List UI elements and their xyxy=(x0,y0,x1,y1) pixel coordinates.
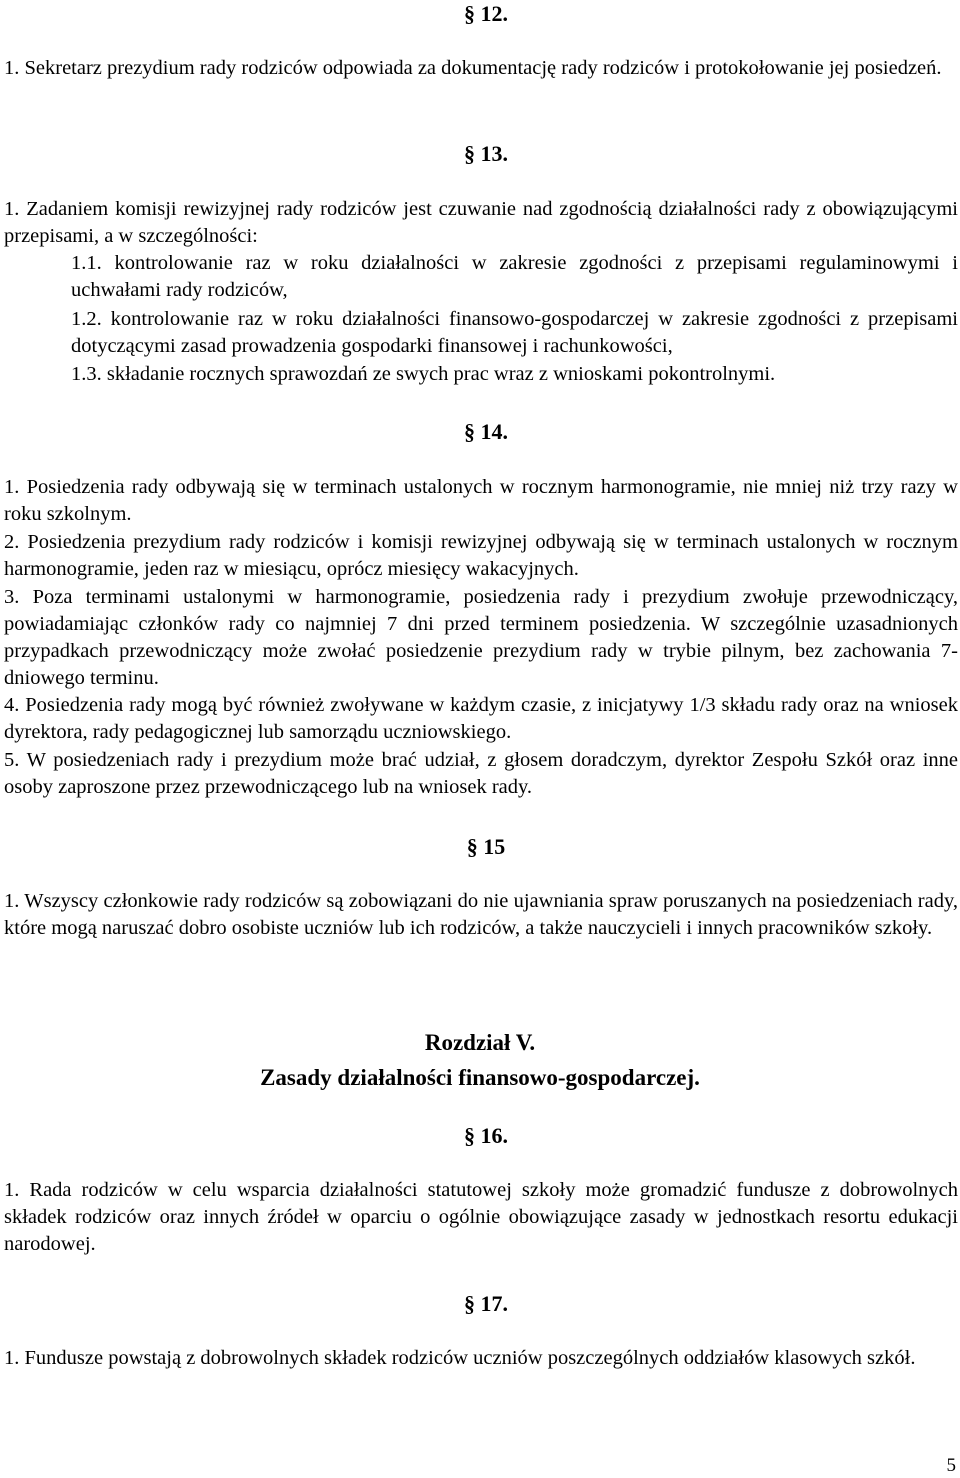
paragraph-14-4: 4. Posiedzenia rady mogą być również zwoływane w każdym czasie, z inicjatywy 1/3 składu rady oraz na wniosek dyrektora, rady pedagogicznej lub samorządu uczniowskiego. xyxy=(4,694,958,743)
paragraph-13-1: 1. Zadaniem komisji rewizyjnej rady rodziców jest czuwanie nad zgodnością działalności rady z obowiązującymi przepisami, a w szczególności: xyxy=(4,198,958,247)
paragraph-14-2: 2. Posiedzenia prezydium rady rodziców i komisji rewizyjnej odbywają się w terminach ustalonych w rocznym harmonogramie, jeden raz w miesiącu, oprócz miesięcy wakacyjnych. xyxy=(4,531,958,580)
section-header-17: § 17. xyxy=(464,1291,508,1316)
chapter-title: Rozdział V. xyxy=(424,1030,536,1055)
paragraph-12-1: 1. Sekretarz prezydium rady rodziców odpowiada za dokumentację rady rodziców i protokołowanie jej posiedzeń. xyxy=(4,57,942,79)
chapter-subtitle: Zasady działalności finansowo-gospodarczej. xyxy=(260,1065,700,1090)
paragraph-14-3: 3. Poza terminami ustalonymi w harmonogramie, posiedzenia rady i prezydium zwołuje przewodniczący, powiadamiając członków rady co najmniej 7 dni przed terminem posiedzenia. W szczególnie uzasadnionych przypadkach przewodniczący może zwołać posiedzenie prezydium rady w trybie pilnym, bez zachowania 7-dniowego terminu. xyxy=(4,586,958,689)
paragraph-16-1: 1. Rada rodziców w celu wsparcia działalności statutowej szkoły może gromadzić fundusze z dobrowolnych składek rodziców oraz innych źródeł w oparciu o ogólnie obowiązujące zasady w jednostkach resortu edukacji narodowej. xyxy=(4,1179,958,1255)
subitem-13-1-3: 1.3. składanie rocznych sprawozdań ze swych prac wraz z wnioskami pokontrolnymi. xyxy=(71,363,776,385)
section-header-12: § 12. xyxy=(464,1,508,26)
subitem-13-1-1: 1.1. kontrolowanie raz w roku działalności w zakresie zgodności z przepisami regulaminowymi i uchwałami rady rodziców, xyxy=(71,252,958,301)
page-number: 5 xyxy=(946,1455,956,1476)
section-header-14: § 14. xyxy=(464,419,508,444)
paragraph-17-1: 1. Fundusze powstają z dobrowolnych składek rodziców uczniów poszczególnych oddziałów klasowych szkół. xyxy=(4,1347,916,1369)
section-header-15: § 15 xyxy=(466,834,506,859)
paragraph-15-1: 1. Wszyscy członkowie rady rodziców są zobowiązani do nie ujawniania spraw poruszanych na posiedzeniach rady, które mogą naruszać dobro osobiste uczniów lub ich rodziców, a także nauczycieli i innych pracowników szkoły. xyxy=(4,890,958,939)
section-header-13: § 13. xyxy=(464,141,508,166)
paragraph-14-1: 1. Posiedzenia rady odbywają się w terminach ustalonych w rocznym harmonogramie, nie mniej niż trzy razy w roku szkolnym. xyxy=(4,476,958,525)
section-header-16: § 16. xyxy=(464,1123,508,1148)
paragraph-14-5: 5. W posiedzeniach rady i prezydium może brać udział, z głosem doradczym, dyrektor Zespołu Szkół oraz inne osoby zaproszone przez przewodniczącego lub na wniosek rady. xyxy=(4,749,958,798)
subitem-13-1-2: 1.2. kontrolowanie raz w roku działalności finansowo-gospodarczej w zakresie zgodności z przepisami dotyczącymi zasad prowadzenia gospodarki finansowej i rachunkowości, xyxy=(71,308,958,357)
